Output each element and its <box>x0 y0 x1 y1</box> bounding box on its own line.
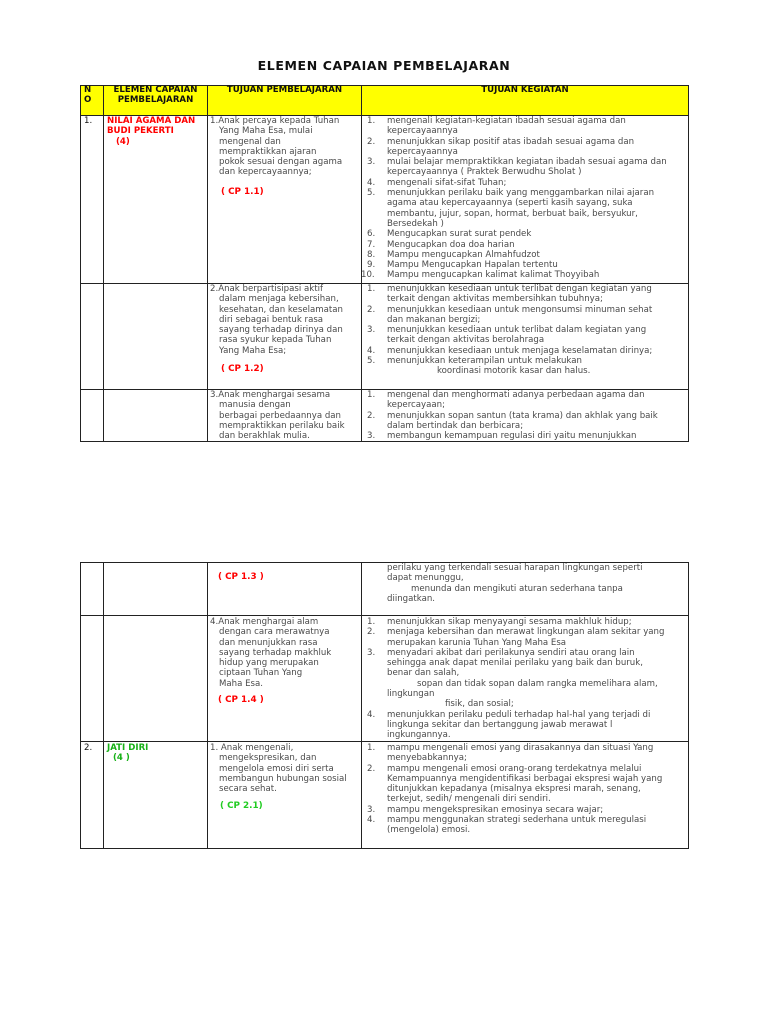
row4-cp-label: ( CP 1.4 ) <box>218 695 264 706</box>
header-no-line2: O <box>84 95 92 105</box>
row2-tujuan-line: dalam menjaga kebersihan, <box>219 294 339 305</box>
row2-tujuan-line: rasa syukur kepada Tuhan <box>219 335 332 346</box>
row5-tujuan-line: secara sehat. <box>219 784 277 795</box>
row1-tujuan-line: pokok sesuai dengan agama <box>219 157 343 168</box>
list-item: 4. menunjukkan perilaku peduli terhadap hal-hal yang terjadi di lingkunga sekitar dan bertanggung jawab merawat l ingkungannya. <box>367 709 651 741</box>
row3-kegiatan-line: menunda dan mengikuti aturan sederhana tanpa <box>411 583 623 594</box>
row2-cp-label: ( CP 1.2) <box>221 364 264 375</box>
list-item: 8. Mampu mengucapkan Almahfudzot <box>367 249 540 260</box>
row1-elemen-line1: NILAI AGAMA DAN <box>107 116 196 126</box>
header-tujuan-kegiatan: TUJUAN KEGIATAN <box>481 85 569 95</box>
list-item: 3. membangun kemampuan regulasi diri yaitu menunjukkan <box>367 431 637 442</box>
list-item: 5. menunjukkan keterampilan untuk melakukan koordinasi motorik kasar dan halus. <box>367 356 685 377</box>
row1-cp-label: ( CP 1.1) <box>221 186 264 197</box>
row3-tujuan <box>210 390 360 441</box>
table-part-2 <box>80 562 689 849</box>
list-item: 4. mampu menggunakan strategi sederhana untuk meregulasi (mengelola) emosi. <box>367 815 647 836</box>
row4-tujuan-line: ciptaan Tuhan Yang <box>219 668 303 679</box>
row2-tujuan <box>210 284 360 374</box>
document-title: ELEMEN CAPAIAN PEMBELAJARAN <box>257 58 511 73</box>
row5-tujuan-line: mengekspresikan, dan <box>219 753 317 764</box>
header-tujuan-pembelajaran: TUJUAN PEMBELAJARAN <box>226 85 343 95</box>
row5-tujuan <box>210 743 360 812</box>
table-part-1 <box>80 85 689 442</box>
list-item: 10. Mampu mengucapkan kalimat kalimat Thoyyibah <box>361 270 600 281</box>
header-elemen-line2: PEMBELAJARAN <box>117 95 194 105</box>
row4-kegiatan-list <box>367 617 685 741</box>
row5-no: 2. <box>84 743 93 753</box>
row1-elemen-line2: BUDI PEKERTI <box>107 126 174 137</box>
row3-kegiatan-list <box>367 390 685 441</box>
row4-tujuan <box>210 617 360 705</box>
row3-kegiatan-continued <box>367 563 685 604</box>
list-item: 2. mampu mengenali emosi orang-orang terdekatnya melalui Kemampuannya mengidentifikasi berbagai ekspresi wajah yang ditunjukkan kepadanya (misalnya ekspresi marah, senang, terkejut, sedih/ mengenali diri sendiri. <box>367 763 663 805</box>
row2-tujuan-line: diri sebagai bentuk rasa <box>219 314 324 325</box>
row1-tujuan <box>210 116 360 197</box>
row3-tujuan-line: berbagai perbedaannya dan <box>219 410 341 421</box>
row3-tujuan-line: mempraktikkan perilaku baik <box>219 420 345 431</box>
row1-tujuan-line: 1.Anak percaya kepada Tuhan <box>210 116 340 126</box>
row1-elemen-count: (4) <box>116 136 130 147</box>
row4-tujuan-line: dan menunjukkan rasa <box>219 637 318 648</box>
list-item: 1. menunjukkan kesediaan untuk terlibat dengan kegiatan yang terkait dengan aktivitas membersihkan tubuhnya; <box>367 284 652 305</box>
row2-tujuan-line: 2.Anak berpartisipasi aktif <box>210 284 323 294</box>
list-item: 3. menunjukkan kesediaan untuk terlibat dalam kegiatan yang terkait dengan aktivitas berolahraga <box>367 325 647 346</box>
row4-k3-indent: fisik, dan sosial; <box>445 699 514 710</box>
list-item: 4. menunjukkan kesediaan untuk menjaga keselamatan dirinya; <box>367 345 653 356</box>
row1-tujuan-line: Yang Maha Esa, mulai <box>219 126 313 137</box>
list-item: 1. menunjukkan sikap menyayangi sesama makhluk hidup; <box>367 617 632 627</box>
list-item: 1. mengenali kegiatan-kegiatan ibadah sesuai agama dan kepercayaannya <box>367 116 626 137</box>
row4-tujuan-line: dengan cara merawatnya <box>219 627 330 638</box>
header-no <box>81 85 103 105</box>
row1-no: 1. <box>84 116 93 126</box>
row5-cp-label: ( CP 2.1) <box>220 801 263 812</box>
list-item: 2. menunjukkan sopan santun (tata krama) dan akhlak yang baik dalam bertindak dan berbicara; <box>367 410 658 431</box>
row3-kegiatan-line: perilaku yang terkendali sesuai harapan lingkungan seperti <box>387 563 643 573</box>
list-item: 5. menunjukkan perilaku baik yang menggambarkan nilai ajaran agama atau kepercayaannya (seperti kasih sayang, suka membantu, jujur, sopan, hormat, berbuat baik, bersyukur, Bersedekah ) <box>367 188 655 229</box>
list-item: 3. mampu mengekspresikan emosinya secara wajar; <box>367 804 604 815</box>
list-item: 7. Mengucapkan doa doa harian <box>367 239 515 250</box>
list-item: 1. mampu mengenali emosi yang dirasakannya dan situasi Yang menyebabkannya; <box>367 743 654 764</box>
row1-tujuan-line: dan kepercayaannya; <box>219 167 312 178</box>
list-item: 2. menunjukkan sikap positif atas ibadah sesuai agama dan kepercayaannya <box>367 136 635 157</box>
list-item: 3. menyadari akibat dari perilakunya sendiri atau orang lain sehingga anak dapat menilai perilaku yang baik dan buruk, benar dan salah, sopan dan tidak sopan dalam rangka memelihara alam, lingkungan fisik, dan sosial; <box>367 648 685 710</box>
list-item: 4. mengenali sifat-sifat Tuhan; <box>367 177 507 188</box>
row4-tujuan-line: 4.Anak menghargai alam <box>210 617 319 627</box>
row5-elemen-line1: JATI DIRI <box>107 743 149 753</box>
row5-kegiatan-list <box>367 743 685 836</box>
row2-tujuan-line: kesehatan, dan keselamatan <box>219 304 343 315</box>
row5-tujuan-line: 1. Anak mengenali, <box>210 743 294 753</box>
list-item: 1. mengenal dan menghormati adanya perbedaan agama dan kepercayaan; <box>367 390 645 411</box>
list-item: 2. menunjukkan kesediaan untuk mengonsumsi minuman sehat dan makanan bergizi; <box>367 304 653 325</box>
list-item: 9. Mampu Mengucapkan Hapalan tertentu <box>367 260 558 271</box>
row4-k3-line: lingkungan <box>387 689 435 700</box>
row4-tujuan-line: hidup yang merupakan <box>219 658 319 669</box>
row5-elemen <box>107 743 207 764</box>
row5-tujuan-line: membangun hubungan sosial <box>219 773 347 784</box>
list-item: 3. mulai belajar mempraktikkan kegiatan ibadah sesuai agama dan kepercayaannya ( Praktek Berwudhu Sholat ) <box>367 157 667 178</box>
row3-cp-label: ( CP 1.3 ) <box>218 572 264 582</box>
row1-elemen <box>107 116 207 147</box>
row4-k3-indent: sopan dan tidak sopan dalam rangka memelihara alam, <box>417 678 658 689</box>
row5-tujuan-line: mengelola emosi diri serta <box>219 763 334 774</box>
row5-elemen-count: (4 ) <box>113 753 130 764</box>
row2-tujuan-line: Yang Maha Esa; <box>219 345 287 356</box>
row2-tujuan-line: sayang terhadap dirinya dan <box>219 325 343 336</box>
list-item: 6. Mengucapkan surat surat pendek <box>367 229 532 240</box>
row1-tujuan-line: mempraktikkan ajaran <box>219 146 317 157</box>
row4-tujuan-line: Maha Esa. <box>219 678 264 689</box>
header-elemen-line1: ELEMEN CAPAIAN <box>113 85 198 95</box>
row2-kegiatan-tail: koordinasi motorik kasar dan halus. <box>437 366 591 377</box>
row3-tujuan-line: dan berakhlak mulia. <box>219 431 310 442</box>
row1-kegiatan-list <box>361 116 685 281</box>
row3-tujuan-line: manusia dengan <box>219 400 291 411</box>
row1-tujuan-line: mengenal dan <box>219 136 281 147</box>
row3-kegiatan-line: diingatkan. <box>387 593 436 604</box>
list-item: 2. menjaga kebersihan dan merawat lingkungan alam sekitar yang merupakan karunia Tuhan Yang Maha Esa <box>367 627 665 648</box>
row4-tujuan-line: sayang terhadap makhluk <box>219 647 332 658</box>
header-no-line1: N <box>84 85 92 95</box>
row3-kegiatan-line: dapat menunggu, <box>387 573 464 584</box>
row3-tujuan-line: 3.Anak menghargai sesama <box>210 390 331 400</box>
row2-kegiatan-list <box>367 284 685 377</box>
header-elemen <box>104 85 207 105</box>
